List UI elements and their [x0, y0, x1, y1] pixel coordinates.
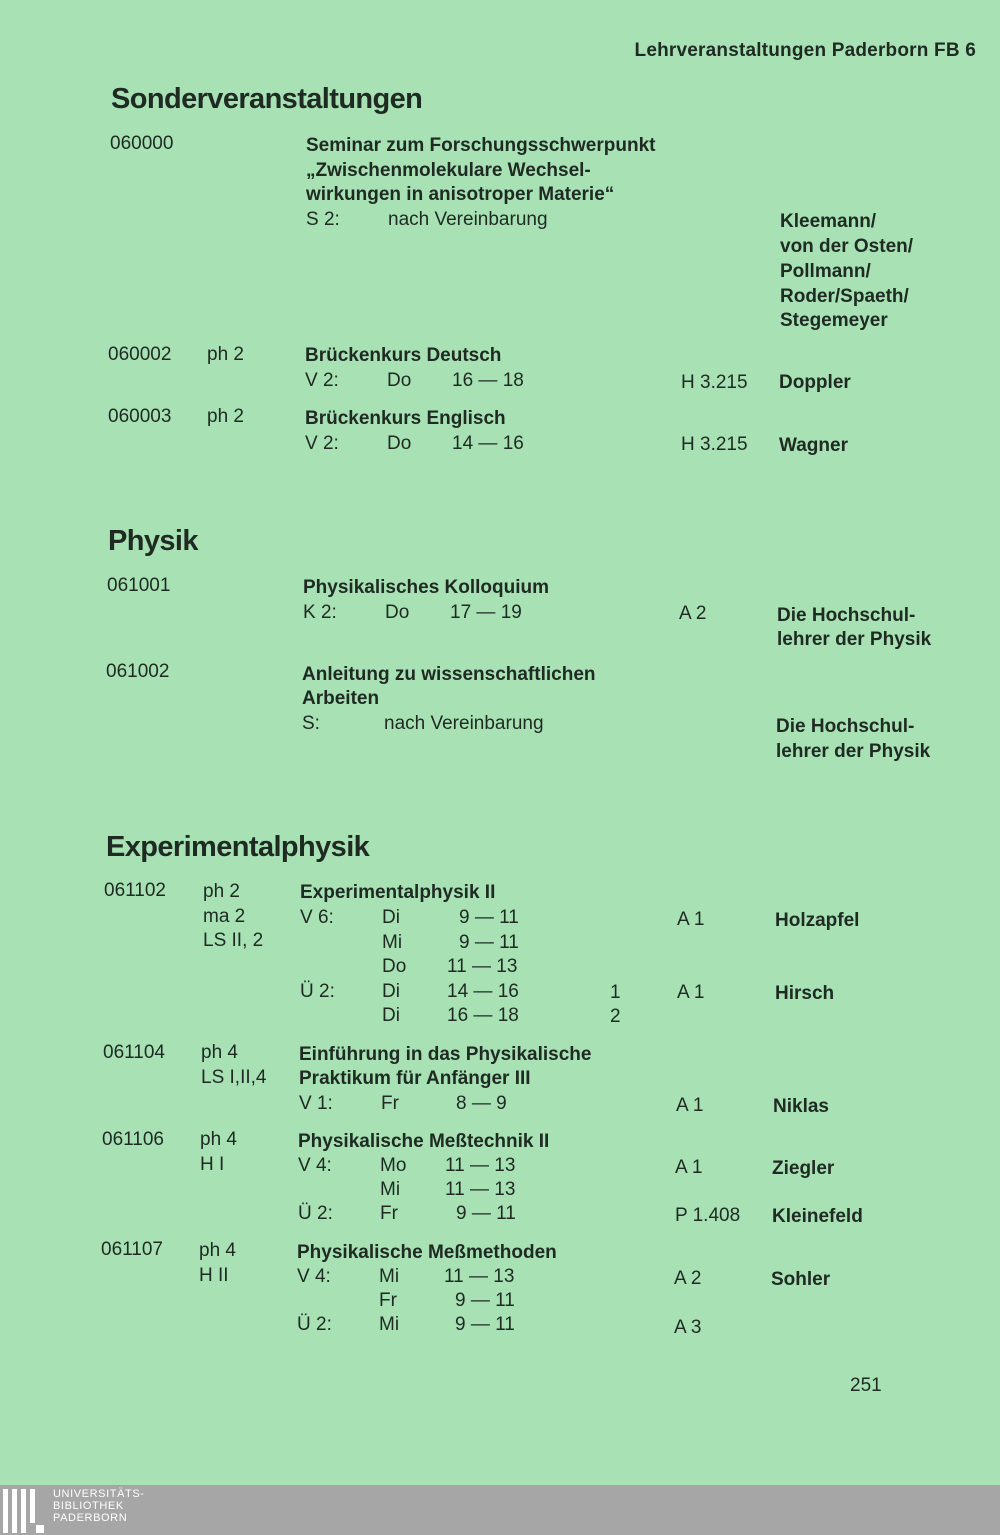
- course-day: Di: [382, 907, 400, 928]
- course-number: 060002: [108, 344, 172, 365]
- page-number: 251: [850, 1375, 882, 1396]
- course-number: 061107: [101, 1239, 163, 1260]
- course-time: 14 — 16: [452, 433, 524, 454]
- course-title-line: wirkungen in anisotroper Materie“: [306, 184, 615, 205]
- course-type: Ü 2:: [298, 1203, 333, 1224]
- lecturer-line: von der Osten/: [780, 236, 914, 257]
- course-time: 8 — 9: [456, 1093, 507, 1114]
- course-time: 9 — 11: [456, 1203, 516, 1224]
- course-day: Mi: [379, 1266, 400, 1287]
- course-type: V 4:: [297, 1266, 331, 1287]
- course-number: 061104: [103, 1042, 165, 1063]
- course-title: Physikalische Meßmethoden: [297, 1242, 557, 1263]
- section-title-sonderveranstaltungen: Sonderveranstaltungen: [111, 83, 423, 115]
- section-title-physik: Physik: [108, 525, 198, 557]
- course-time: 17 — 19: [450, 602, 522, 623]
- lecturer-line: Roder/Spaeth/: [780, 286, 909, 307]
- library-footer-bar: [0, 1485, 1000, 1535]
- course-type: S 2:: [306, 209, 340, 230]
- course-type: Ü 2:: [300, 981, 335, 1002]
- course-title-line: „Zwischenmolekulare Wechsel-: [306, 160, 591, 181]
- course-day: Di: [382, 981, 400, 1002]
- course-day: Mo: [380, 1155, 407, 1176]
- course-title: Experimentalphysik II: [300, 882, 496, 903]
- course-group: ph 2: [203, 881, 240, 902]
- course-room: A 1: [677, 909, 705, 930]
- course-time: 11 — 13: [445, 1179, 516, 1200]
- course-time: 11 — 13: [447, 956, 518, 977]
- course-number: 061106: [102, 1129, 164, 1150]
- course-time: 16 — 18: [452, 370, 524, 391]
- course-day: Do: [382, 956, 407, 977]
- course-type: S:: [302, 713, 320, 734]
- course-time: 16 — 18: [447, 1005, 519, 1026]
- course-time: 9 — 11: [459, 907, 519, 928]
- course-title: Brückenkurs Deutsch: [305, 345, 502, 366]
- lecturer-line: lehrer der Physik: [777, 629, 932, 650]
- course-lecturer: Doppler: [779, 372, 851, 393]
- course-day: Fr: [379, 1290, 397, 1311]
- course-group: ph 2: [207, 406, 244, 427]
- footer-logo-line: PADERBORN: [53, 1512, 128, 1524]
- course-group: H I: [200, 1154, 225, 1175]
- course-lecturer: Ziegler: [772, 1158, 835, 1179]
- course-type: Ü 2:: [297, 1314, 332, 1335]
- course-day: Do: [387, 433, 412, 454]
- course-title: Physikalisches Kolloquium: [303, 577, 550, 598]
- course-day: Mi: [382, 932, 403, 953]
- course-day: Fr: [381, 1093, 399, 1114]
- course-group: ph 4: [200, 1129, 237, 1150]
- course-group: ph 4: [199, 1240, 236, 1261]
- course-group: LS I,II,4: [201, 1067, 267, 1088]
- course-number: 061001: [107, 575, 171, 596]
- course-subgroup: 2: [610, 1006, 621, 1027]
- course-type: V 2:: [305, 433, 339, 454]
- course-day: Do: [385, 602, 410, 623]
- course-group: ph 4: [201, 1042, 238, 1063]
- course-number: 060000: [110, 133, 174, 154]
- course-group: LS II, 2: [203, 930, 264, 951]
- course-lecturer: Niklas: [773, 1096, 829, 1117]
- course-day: Do: [387, 370, 412, 391]
- course-type: K 2:: [303, 602, 337, 623]
- course-title-line: Anleitung zu wissenschaftlichen: [302, 664, 596, 685]
- course-room: A 3: [674, 1317, 702, 1338]
- course-title-line: Praktikum für Anfänger III: [299, 1068, 531, 1089]
- course-room: A 2: [674, 1268, 702, 1289]
- course-lecturer: Holzapfel: [775, 910, 860, 931]
- course-time: 9 — 11: [455, 1290, 515, 1311]
- course-time: 11 — 13: [444, 1266, 515, 1287]
- course-subgroup: 1: [610, 982, 621, 1003]
- course-title-line: Einführung in das Physikalische: [299, 1044, 592, 1065]
- lecturer-line: Stegemeyer: [780, 310, 888, 331]
- section-title-experimentalphysik: Experimentalphysik: [106, 831, 370, 863]
- course-group: ph 2: [207, 344, 244, 365]
- library-logo-icon: [0, 1489, 48, 1533]
- course-type: V 1:: [299, 1093, 333, 1114]
- schedule-note: nach Vereinbarung: [388, 209, 548, 230]
- course-lecturer: Kleinefeld: [772, 1206, 863, 1227]
- course-lecturer: Hirsch: [775, 983, 835, 1004]
- course-type: V 4:: [298, 1155, 332, 1176]
- course-time: 11 — 13: [445, 1155, 516, 1176]
- course-day: Fr: [380, 1203, 398, 1224]
- lecturer-line: Pollmann/: [780, 261, 871, 282]
- course-type: V 2:: [305, 370, 339, 391]
- course-room: A 2: [679, 603, 707, 624]
- course-title-line: Seminar zum Forschungsschwerpunkt: [306, 135, 656, 156]
- schedule-note: nach Vereinbarung: [384, 713, 544, 734]
- course-number: 060003: [108, 406, 172, 427]
- footer-logo-line: BIBLIOTHEK: [53, 1500, 124, 1512]
- course-lecturer: Wagner: [779, 435, 848, 456]
- lecturer-line: Die Hochschul-: [776, 716, 915, 737]
- course-group: H II: [199, 1265, 229, 1286]
- course-group: ma 2: [203, 906, 246, 927]
- course-room: P 1.408: [675, 1205, 741, 1226]
- course-title: Brückenkurs Englisch: [305, 408, 506, 429]
- course-room: A 1: [676, 1095, 704, 1116]
- course-lecturer: Sohler: [771, 1269, 831, 1290]
- lecturer-line: lehrer der Physik: [776, 741, 931, 762]
- course-room: H 3.215: [681, 372, 748, 393]
- course-number: 061102: [104, 880, 166, 901]
- course-number: 061002: [106, 661, 170, 682]
- course-title: Physikalische Meßtechnik II: [298, 1131, 550, 1152]
- lecturer-line: Die Hochschul-: [777, 605, 916, 626]
- course-room: H 3.215: [681, 434, 748, 455]
- course-room: A 1: [677, 982, 705, 1003]
- course-room: A 1: [675, 1157, 703, 1178]
- running-header: Lehrveranstaltungen Paderborn FB 6: [634, 40, 976, 61]
- course-title-line: Arbeiten: [302, 688, 380, 709]
- course-time: 9 — 11: [459, 932, 519, 953]
- course-day: Mi: [379, 1314, 400, 1335]
- course-day: Mi: [380, 1179, 401, 1200]
- footer-logo-line: UNIVERSITÄTS-: [53, 1488, 145, 1500]
- course-time: 9 — 11: [455, 1314, 515, 1335]
- course-type: V 6:: [300, 907, 334, 928]
- course-day: Di: [382, 1005, 400, 1026]
- course-time: 14 — 16: [447, 981, 519, 1002]
- lecturer-line: Kleemann/: [780, 211, 877, 232]
